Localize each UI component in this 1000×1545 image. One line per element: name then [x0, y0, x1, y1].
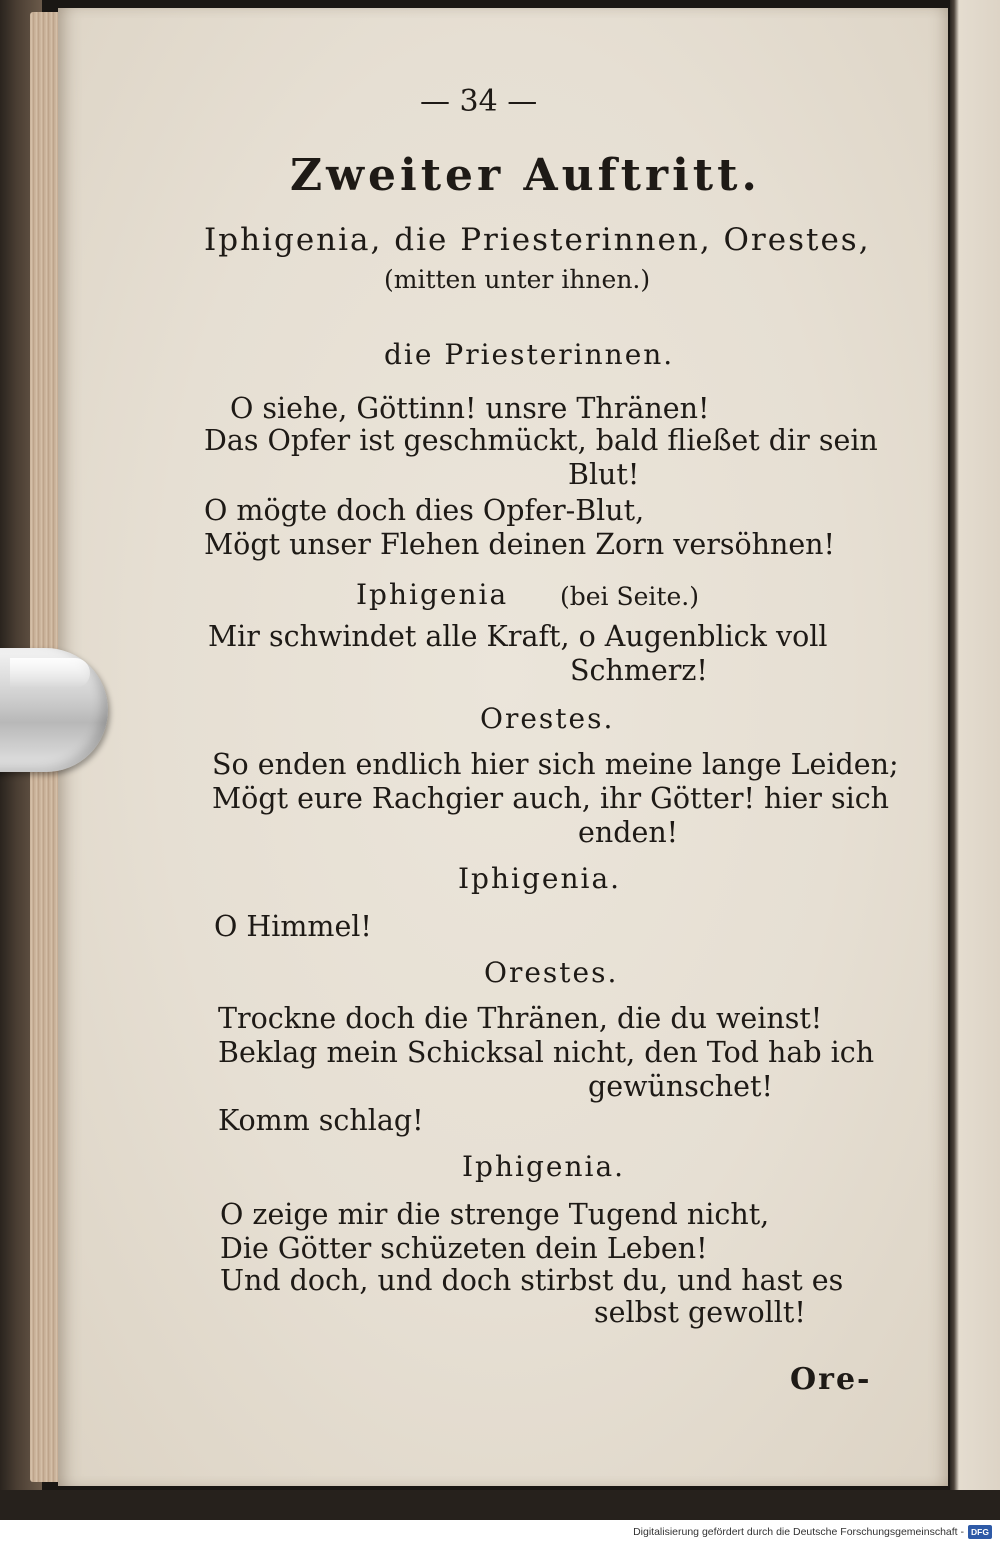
speaker-label: Iphigenia. [462, 1150, 626, 1183]
verse-line: Das Opfer ist geschmückt, bald fließet dir sein [204, 424, 878, 457]
verse-line: Mögt eure Rachgier auch, ihr Götter! hier sich [212, 782, 890, 815]
speaker-label: Orestes. [480, 702, 615, 735]
scan-bottom-border [0, 1490, 1000, 1520]
verse-line: Komm schlag! [218, 1104, 424, 1137]
speaker-label: Iphigenia. [458, 862, 622, 895]
verse-line: Und doch, und doch stirbst du, und hast es [220, 1264, 844, 1297]
stage-direction: (bei Seite.) [560, 582, 699, 611]
verse-line: Trockne doch die Thränen, die du weinst! [218, 1002, 823, 1035]
verse-line: Die Götter schüzeten dein Leben! [220, 1232, 708, 1265]
verse-line: Blut! [568, 458, 640, 491]
verse-line: selbst gewollt! [594, 1296, 806, 1329]
verse-line: O mögte doch dies Opfer-Blut, [204, 494, 645, 527]
verse-line: O zeige mir die strenge Tugend nicht, [220, 1198, 770, 1231]
facing-page-edge [950, 0, 1000, 1490]
speaker-label: die Priesterinnen. [384, 338, 675, 371]
cast-stage-note: (mitten unter ihnen.) [384, 265, 651, 294]
dfg-logo: DFG [968, 1525, 992, 1539]
verse-line: Mir schwindet alle Kraft, o Augenblick voll [208, 620, 828, 653]
cast-list: Iphigenia, die Priesterinnen, Orestes, [204, 222, 871, 258]
page-number: — 34 — [420, 84, 538, 119]
verse-line: enden! [578, 816, 679, 849]
verse-line: gewünschet! [588, 1070, 773, 1103]
verse-line: So enden endlich hier sich meine lange Leiden; [212, 748, 899, 781]
speaker-label: Iphigenia [356, 578, 509, 611]
verse-line: O siehe, Göttinn! unsre Thränen! [230, 392, 710, 425]
verse-line: Mögt unser Flehen deinen Zorn versöhnen! [204, 528, 835, 561]
scene-title: Zweiter Auftritt. [290, 150, 761, 201]
funding-credit: Digitalisierung gefördert durch die Deutsche Forschungsgemeinschaft - [633, 1526, 964, 1538]
speaker-label: Orestes. [484, 956, 619, 989]
verse-line: Beklag mein Schicksal nicht, den Tod hab ich [218, 1036, 875, 1069]
catchword: Ore- [790, 1362, 872, 1397]
verse-line: Schmerz! [570, 654, 708, 687]
page-clip-highlight [10, 658, 90, 688]
verse-line: O Himmel! [214, 910, 372, 943]
